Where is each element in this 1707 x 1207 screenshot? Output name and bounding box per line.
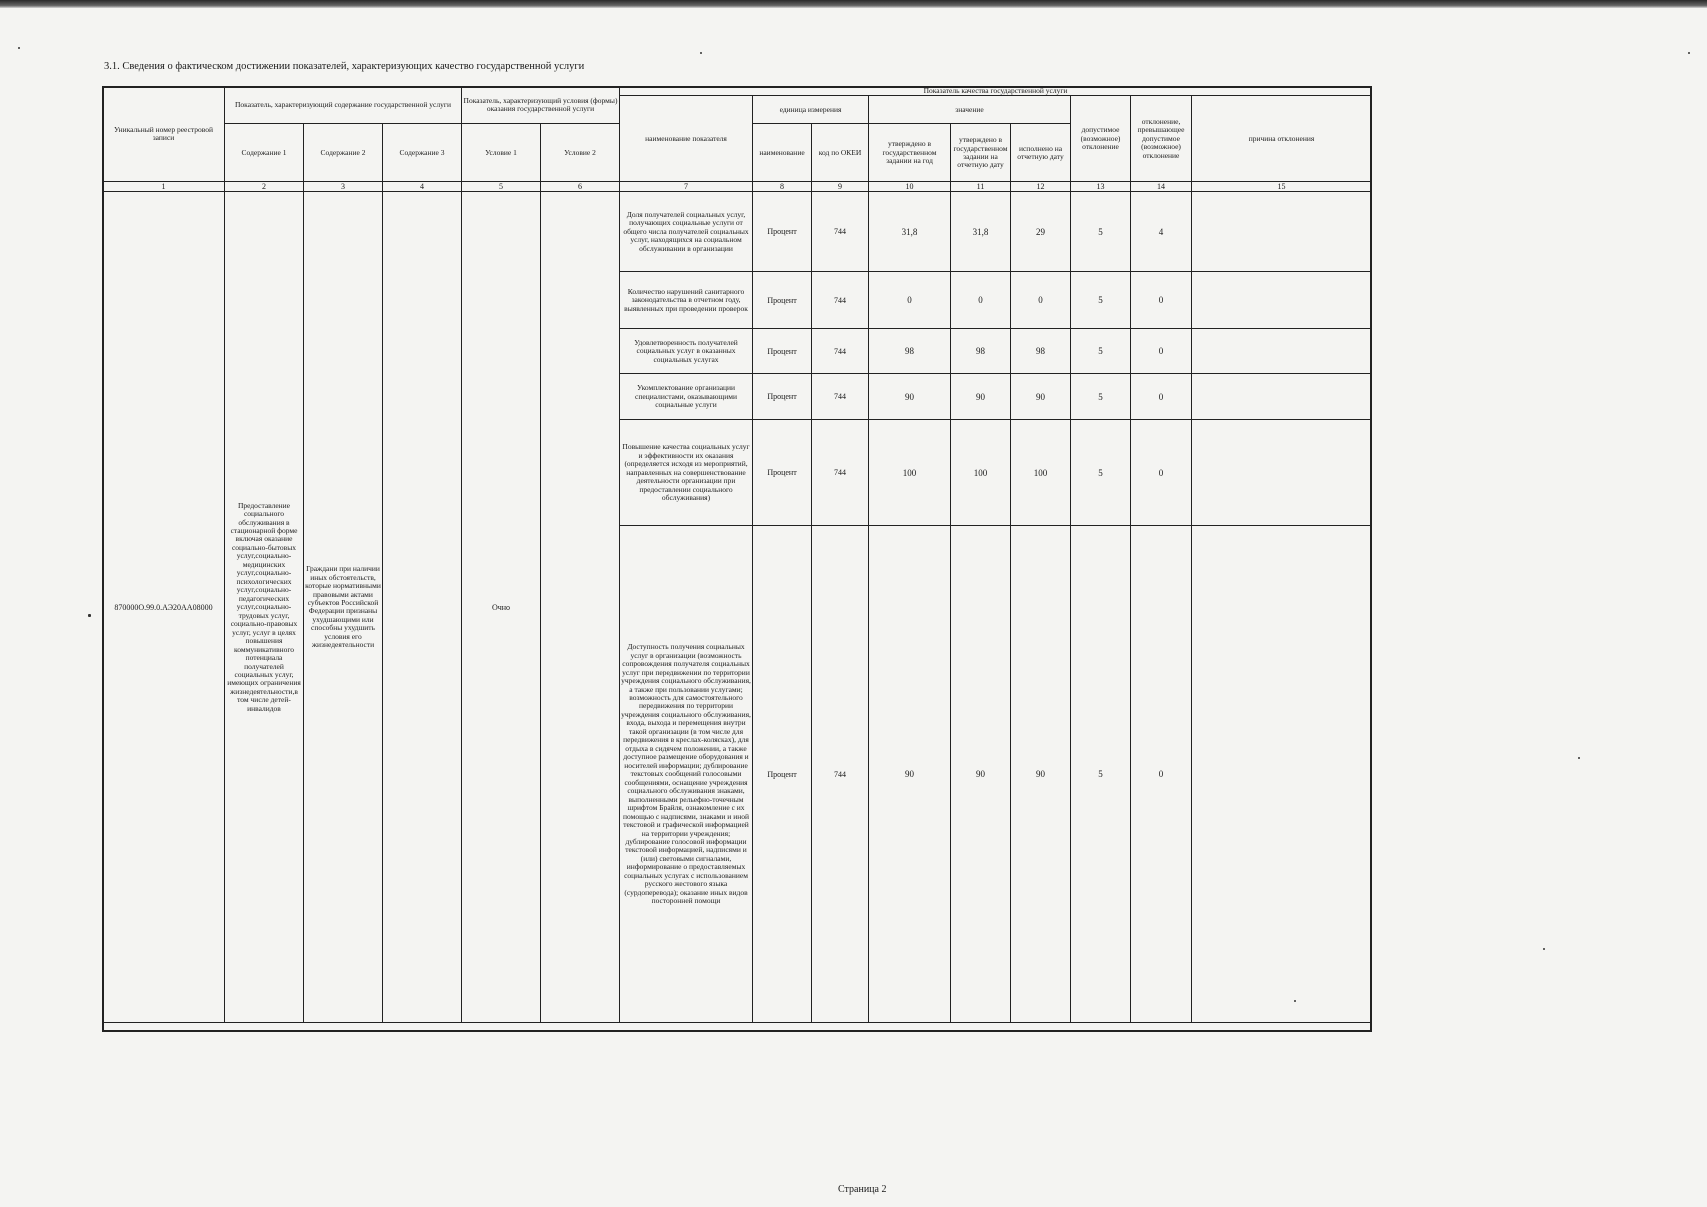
scan-speck [1543, 948, 1545, 950]
indicator-reason [1192, 526, 1372, 1023]
record-content-2: Граждани при наличии иных обстоятельств, которые нормативными правовыми актами субъектов Российской Федерации признаны ухудшающими или способны ухудшить условия его жизнедеятельности [304, 192, 383, 1023]
indicator-unit: Процент [753, 526, 812, 1023]
indicator-executed: 98 [1011, 329, 1071, 374]
header-allowed-deviation: допустимое (возможное) отклонение [1071, 96, 1131, 182]
page-number: Страница 2 [838, 1184, 887, 1195]
indicator-unit: Процент [753, 420, 812, 526]
indicator-executed: 90 [1011, 526, 1071, 1023]
indicator-approved-year: 98 [869, 329, 951, 374]
table-row [103, 192, 1372, 272]
column-number: 9 [812, 182, 869, 192]
indicator-unit: Процент [753, 374, 812, 420]
indicator-okei: 744 [812, 272, 869, 329]
column-number: 1 [103, 182, 225, 192]
header-executed-date: исполнено на отчетную дату [1011, 124, 1071, 182]
header-condition-1: Условие 1 [462, 124, 541, 182]
indicator-exceeding: 0 [1131, 272, 1192, 329]
indicator-executed: 0 [1011, 272, 1071, 329]
indicator-approved-year: 100 [869, 420, 951, 526]
indicator-exceeding: 0 [1131, 420, 1192, 526]
quality-indicators-table [102, 86, 1372, 1023]
header-row-1 [103, 87, 1372, 96]
scan-speck [700, 52, 702, 54]
column-number: 13 [1071, 182, 1131, 192]
record-condition-2 [541, 192, 620, 1023]
indicator-approved-year: 0 [869, 272, 951, 329]
indicator-okei: 744 [812, 329, 869, 374]
indicator-allowed: 5 [1071, 420, 1131, 526]
indicator-okei: 744 [812, 420, 869, 526]
indicator-allowed: 5 [1071, 526, 1131, 1023]
record-unique-number: 870000О.99.0.АЭ20АА08000 [103, 192, 225, 1023]
column-number: 12 [1011, 182, 1071, 192]
column-number: 11 [951, 182, 1011, 192]
header-approved-year: утверждено в государственном задании на год [869, 124, 951, 182]
header-exceeding-deviation: отклонение, превышающее допустимое (возможное) отклонение [1131, 96, 1192, 182]
indicator-approved-date: 98 [951, 329, 1011, 374]
column-number: 8 [753, 182, 812, 192]
indicator-name: Удовлетворенность получателей социальных услуг в оказанных социальных услугах [620, 329, 753, 374]
scan-speck [1578, 757, 1580, 759]
header-value: значение [869, 96, 1071, 124]
indicator-executed: 29 [1011, 192, 1071, 272]
indicator-exceeding: 0 [1131, 329, 1192, 374]
record-content-1: Предоставление социального обслуживания в стационарной форме включая оказание социально-бытовых услуг,социально-медицинских услуг,социально-психологических услуг,социально-педагогических услуг,социально-трудовых услуг, социально-правовых услуг, услуг в целях повышения коммуникативного потенциала получателей социальных услуг, имеющих ограничения жизнедеятельности,в том числе детей-инвалидов [225, 192, 304, 1023]
indicator-exceeding: 4 [1131, 192, 1192, 272]
column-number: 14 [1131, 182, 1192, 192]
indicator-approved-year: 90 [869, 374, 951, 420]
indicator-approved-year: 90 [869, 526, 951, 1023]
header-content-2: Содержание 2 [304, 124, 383, 182]
column-number-row [103, 182, 1372, 192]
header-indicator-name: наименование показателя [620, 96, 753, 182]
indicator-name: Доступность получения социальных услуг в организации (возможность сопровождения получателя социальных услуг при передвижении по территории учреждения социального обслуживания, а также при пользовании услугами; возможность для самостоятельного передвижения по территории учреждения социального обслуживания, входа, выхода и перемещения внутри такой организации (в том числе для передвижения в креслах-колясках), для отдыха в сидячем положении, а также доступное размещение оборудования и носителей информации; дублирование текстовых сообщений голосовыми сообщениями, оснащение учреждения социального обслуживания знаками, выполненными рельефно-точечным шрифтом Брайля, ознакомление с их помощью с надписями, знаками и иной текстовой и графической информацией на территории учреждения; дублирование голосовой информации текстовой информацией, надписями и (или) световыми сигналами, информирование о предоставляемых социальных услугах с использованием русского жестового языка (сурдоперевода); оказание иных видов посторонней помощи [620, 526, 753, 1023]
header-approved-date: утверждено в государственном задании на отчетную дату [951, 124, 1011, 182]
indicator-name: Укомплектование организации специалистами, оказывающими социальные услуги [620, 374, 753, 420]
indicator-okei: 744 [812, 192, 869, 272]
indicator-unit: Процент [753, 192, 812, 272]
indicator-executed: 100 [1011, 420, 1071, 526]
header-content-group: Показатель, характеризующий содержание государственной услуги [225, 87, 462, 124]
column-number: 15 [1192, 182, 1372, 192]
header-content-3: Содержание 3 [383, 124, 462, 182]
column-number: 6 [541, 182, 620, 192]
header-okei-code: код по ОКЕИ [812, 124, 869, 182]
header-unit-name: наименование [753, 124, 812, 182]
scan-speck [88, 614, 91, 617]
indicator-approved-date: 31,8 [951, 192, 1011, 272]
header-conditions-group: Показатель, характеризующий условия (формы) оказания государственной услуги [462, 87, 620, 124]
column-number: 10 [869, 182, 951, 192]
header-deviation-reason: причина отклонения [1192, 96, 1372, 182]
indicator-reason [1192, 420, 1372, 526]
section-caption: 3.1. Сведения о фактическом достижении показателей, характеризующих качество государственной услуги [104, 61, 585, 72]
indicator-approved-date: 90 [951, 374, 1011, 420]
indicator-name: Доля получателей социальных услуг, получающих социальные услуги от общего числа получателей социальных услуг, находящихся на социальном обслуживании в организации [620, 192, 753, 272]
scan-speck [1294, 1000, 1296, 1002]
indicator-okei: 744 [812, 374, 869, 420]
indicator-reason [1192, 272, 1372, 329]
header-condition-2: Условие 2 [541, 124, 620, 182]
indicator-okei: 744 [812, 526, 869, 1023]
indicator-unit: Процент [753, 329, 812, 374]
indicator-unit: Процент [753, 272, 812, 329]
indicator-exceeding: 0 [1131, 374, 1192, 420]
indicator-approved-year: 31,8 [869, 192, 951, 272]
header-quality-group: Показатель качества государственной услуги [620, 87, 1372, 96]
record-condition-1: Очно [462, 192, 541, 1023]
indicator-exceeding: 0 [1131, 526, 1192, 1023]
column-number: 5 [462, 182, 541, 192]
indicator-allowed: 5 [1071, 272, 1131, 329]
indicator-allowed: 5 [1071, 329, 1131, 374]
scan-top-edge [0, 0, 1707, 8]
indicator-executed: 90 [1011, 374, 1071, 420]
header-unique-number: Уникальный номер реестровой записи [103, 87, 225, 182]
record-content-3 [383, 192, 462, 1023]
column-number: 4 [383, 182, 462, 192]
header-unit: единица измерения [753, 96, 869, 124]
indicator-reason [1192, 192, 1372, 272]
scan-speck [18, 47, 20, 49]
indicator-approved-date: 90 [951, 526, 1011, 1023]
column-number: 3 [304, 182, 383, 192]
column-number: 2 [225, 182, 304, 192]
indicator-allowed: 5 [1071, 374, 1131, 420]
column-number: 7 [620, 182, 753, 192]
scan-speck [1688, 52, 1690, 54]
indicator-reason [1192, 374, 1372, 420]
indicator-name: Количество нарушений санитарного законодательства в отчетном году, выявленных при проведении проверок [620, 272, 753, 329]
header-content-1: Содержание 1 [225, 124, 304, 182]
indicator-name: Повышение качества социальных услуг и эффективности их оказания (определяется исходя из мероприятий, направленных на совершенствование деятельности организации при предоставлении социального обслуживания) [620, 420, 753, 526]
indicator-approved-date: 100 [951, 420, 1011, 526]
indicator-allowed: 5 [1071, 192, 1131, 272]
indicator-reason [1192, 329, 1372, 374]
indicator-approved-date: 0 [951, 272, 1011, 329]
